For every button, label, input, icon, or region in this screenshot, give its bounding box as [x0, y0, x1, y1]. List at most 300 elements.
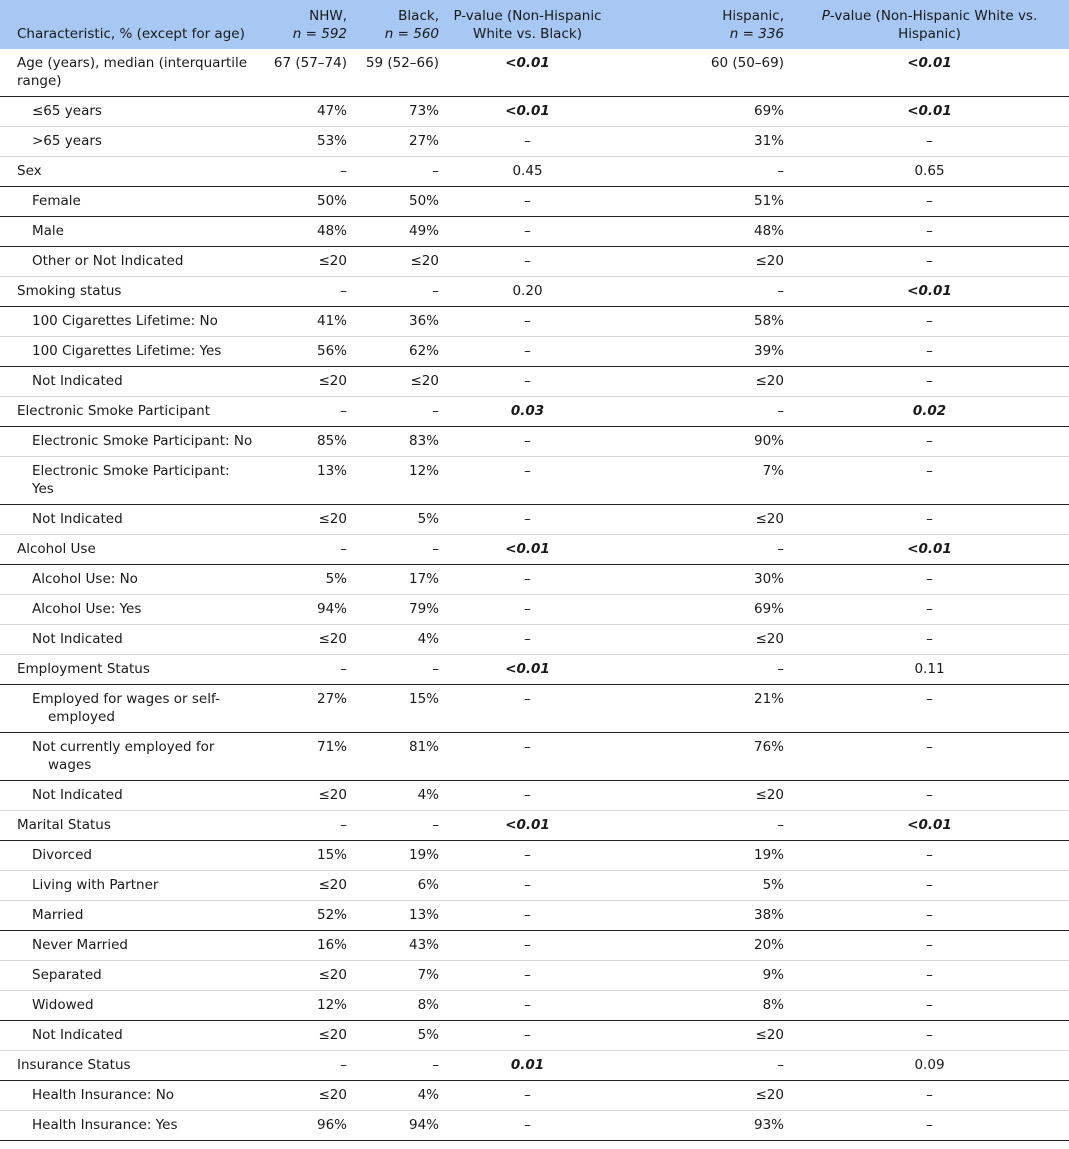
cell-nhw	[260, 457, 353, 505]
cell-black	[353, 187, 445, 217]
cell-characteristic	[0, 1081, 260, 1111]
cell-characteristic	[0, 901, 260, 931]
header-hispanic	[610, 0, 790, 49]
cell-black	[353, 127, 445, 157]
table-row	[0, 655, 1069, 685]
cell-hispanic-text: –	[777, 661, 784, 677]
cell-black-text: 27%	[408, 133, 439, 149]
cell-characteristic	[0, 217, 260, 247]
cell-hispanic	[610, 427, 790, 457]
cell-nhw	[260, 1111, 353, 1141]
cell-hispanic	[610, 781, 790, 811]
cell-characteristic-text: Health Insurance: Yes	[32, 1117, 178, 1133]
cell-hispanic-text: 7%	[762, 463, 784, 479]
cell-nhw	[260, 841, 353, 871]
cell-nhw	[260, 1021, 353, 1051]
header-black-label: Black,	[398, 8, 439, 24]
cell-black	[353, 157, 445, 187]
cell-hispanic	[610, 811, 790, 841]
cell-p-black	[445, 1111, 610, 1141]
cell-p-hispanic-text: –	[926, 1087, 933, 1103]
cell-nhw	[260, 991, 353, 1021]
cell-black	[353, 427, 445, 457]
cell-characteristic-text: Insurance Status	[17, 1057, 131, 1073]
cell-p-black-text: –	[524, 877, 531, 893]
cell-characteristic-text: Not Indicated	[32, 787, 123, 803]
cell-p-hispanic	[790, 397, 1069, 427]
cell-p-black	[445, 871, 610, 901]
cell-p-black-text: –	[524, 847, 531, 863]
cell-hispanic-text: 31%	[753, 133, 784, 149]
cell-nhw	[260, 961, 353, 991]
cell-characteristic	[0, 505, 260, 535]
cell-hispanic-text: 48%	[753, 223, 784, 239]
cell-p-hispanic-text: –	[926, 133, 933, 149]
cell-p-black	[445, 901, 610, 931]
cell-characteristic	[0, 655, 260, 685]
cell-hispanic-text: 69%	[753, 601, 784, 617]
table-row	[0, 337, 1069, 367]
cell-characteristic	[0, 427, 260, 457]
cell-black-text: 12%	[408, 463, 439, 479]
cell-hispanic	[610, 871, 790, 901]
cell-black	[353, 781, 445, 811]
cell-black-text: 19%	[408, 847, 439, 863]
cell-p-hispanic-text: <0.01	[907, 283, 952, 299]
cell-nhw-text: 5%	[325, 571, 347, 587]
table-row	[0, 457, 1069, 505]
cell-p-black-text: 0.45	[512, 163, 543, 179]
cell-black-text: 94%	[408, 1117, 439, 1133]
cell-p-hispanic-text: 0.11	[914, 661, 945, 677]
cell-hispanic	[610, 535, 790, 565]
table-row	[0, 811, 1069, 841]
cell-black-text: –	[432, 817, 439, 833]
cell-p-hispanic	[790, 811, 1069, 841]
cell-nhw-text: 85%	[316, 433, 347, 449]
cell-nhw-text: 94%	[316, 601, 347, 617]
cell-nhw	[260, 127, 353, 157]
cell-black	[353, 397, 445, 427]
cell-p-hispanic-text: –	[926, 463, 933, 479]
cell-p-hispanic-text: –	[926, 1117, 933, 1133]
cell-nhw	[260, 247, 353, 277]
cell-black	[353, 841, 445, 871]
cell-black	[353, 625, 445, 655]
cell-p-black-text: <0.01	[505, 541, 550, 557]
cell-nhw-text: 67 (57–74)	[273, 55, 347, 71]
cell-nhw-text: –	[340, 541, 347, 557]
cell-hispanic-text: 69%	[753, 103, 784, 119]
cell-p-hispanic-text: 0.02	[912, 403, 947, 419]
cell-nhw	[260, 217, 353, 247]
cell-p-hispanic	[790, 535, 1069, 565]
cell-hispanic-text: 38%	[753, 907, 784, 923]
cell-black-text: 5%	[417, 511, 439, 527]
cell-p-hispanic-text: 0.65	[914, 163, 945, 179]
cell-characteristic	[0, 127, 260, 157]
cell-p-hispanic-text: –	[926, 967, 933, 983]
cell-nhw-text: 52%	[316, 907, 347, 923]
cell-nhw-text: –	[340, 817, 347, 833]
cell-p-black	[445, 1051, 610, 1081]
table-row	[0, 685, 1069, 733]
table-row	[0, 1021, 1069, 1051]
cell-black-text: ≤20	[410, 373, 439, 389]
cell-p-black-text: <0.01	[505, 661, 550, 677]
cell-characteristic	[0, 625, 260, 655]
table-row	[0, 157, 1069, 187]
cell-hispanic	[610, 127, 790, 157]
cell-nhw-text: ≤20	[318, 787, 347, 803]
cell-hispanic-text: –	[777, 283, 784, 299]
table-row	[0, 49, 1069, 97]
cell-p-hispanic-text: –	[926, 997, 933, 1013]
cell-p-hispanic	[790, 931, 1069, 961]
cell-characteristic-text: Female	[32, 193, 81, 209]
cell-characteristic	[0, 811, 260, 841]
cell-black-text: 6%	[417, 877, 439, 893]
header-nhw-n: n = 592	[292, 26, 347, 42]
header-p-black: P-value (Non-Hispanic White vs. Black)	[453, 8, 602, 42]
cell-black-text: 50%	[408, 193, 439, 209]
cell-characteristic-text: Living with Partner	[32, 877, 159, 893]
cell-characteristic-text: Widowed	[32, 997, 94, 1013]
cell-characteristic-text: Male	[32, 223, 64, 239]
cell-p-hispanic	[790, 781, 1069, 811]
header-p-hispanic-italic: P	[821, 8, 830, 24]
cell-p-black-text: –	[524, 601, 531, 617]
cell-black-text: 15%	[408, 691, 439, 707]
cell-p-hispanic	[790, 457, 1069, 505]
cell-p-hispanic-text: –	[926, 253, 933, 269]
cell-p-hispanic-text: –	[926, 433, 933, 449]
cell-p-hispanic-text: <0.01	[907, 817, 952, 833]
cell-p-hispanic	[790, 157, 1069, 187]
cell-nhw	[260, 655, 353, 685]
cell-p-black	[445, 655, 610, 685]
cell-characteristic	[0, 307, 260, 337]
table-row	[0, 1111, 1069, 1141]
cell-black	[353, 901, 445, 931]
table-row	[0, 505, 1069, 535]
header-p-hispanic-rest: -value (Non-Hispanic White vs. Hispanic)	[829, 8, 1038, 42]
cell-characteristic	[0, 277, 260, 307]
cell-black	[353, 1021, 445, 1051]
cell-characteristic-text: Not currently employed for wages	[32, 739, 215, 773]
cell-hispanic	[610, 841, 790, 871]
cell-hispanic	[610, 733, 790, 781]
cell-characteristic	[0, 97, 260, 127]
cell-hispanic-text: 51%	[753, 193, 784, 209]
cell-hispanic	[610, 931, 790, 961]
cell-black-text: –	[432, 163, 439, 179]
cell-hispanic	[610, 1021, 790, 1051]
cell-black	[353, 685, 445, 733]
cell-p-black-text: –	[524, 433, 531, 449]
cell-characteristic-text: 100 Cigarettes Lifetime: Yes	[32, 343, 222, 359]
cell-black	[353, 811, 445, 841]
cell-characteristic	[0, 535, 260, 565]
cell-p-black	[445, 595, 610, 625]
cell-nhw	[260, 1051, 353, 1081]
cell-nhw-text: 96%	[316, 1117, 347, 1133]
cell-nhw-text: –	[340, 163, 347, 179]
cell-characteristic-text: Alcohol Use: Yes	[32, 601, 142, 617]
cell-nhw	[260, 49, 353, 97]
cell-characteristic	[0, 991, 260, 1021]
cell-p-black	[445, 811, 610, 841]
cell-p-black	[445, 397, 610, 427]
cell-p-hispanic-text: –	[926, 877, 933, 893]
cell-p-black	[445, 535, 610, 565]
cell-p-hispanic	[790, 277, 1069, 307]
cell-p-hispanic-text: –	[926, 223, 933, 239]
cell-characteristic-text: ≤65 years	[32, 103, 102, 119]
cell-nhw	[260, 157, 353, 187]
cell-p-hispanic	[790, 655, 1069, 685]
cell-characteristic-text: Employed for wages or self-employed	[32, 691, 220, 725]
cell-p-black	[445, 187, 610, 217]
table-row	[0, 595, 1069, 625]
cell-hispanic-text: –	[777, 403, 784, 419]
cell-black	[353, 337, 445, 367]
cell-hispanic-text: –	[777, 1057, 784, 1073]
cell-p-hispanic-text: –	[926, 193, 933, 209]
cell-black	[353, 1111, 445, 1141]
cell-hispanic	[610, 1081, 790, 1111]
cell-p-hispanic-text: –	[926, 601, 933, 617]
cell-nhw-text: 50%	[316, 193, 347, 209]
table-row	[0, 733, 1069, 781]
header-characteristic: Characteristic, % (except for age)	[17, 26, 245, 42]
cell-p-hispanic-text: –	[926, 937, 933, 953]
header-hispanic-n: n = 336	[729, 26, 784, 42]
cell-black	[353, 991, 445, 1021]
cell-characteristic	[0, 733, 260, 781]
cell-p-black-text: –	[524, 133, 531, 149]
cell-hispanic-text: 30%	[753, 571, 784, 587]
cell-characteristic	[0, 961, 260, 991]
cell-hispanic	[610, 505, 790, 535]
header-nhw-label: NHW,	[309, 8, 347, 24]
cell-nhw-text: 71%	[316, 739, 347, 755]
cell-p-black	[445, 685, 610, 733]
cell-hispanic	[610, 1111, 790, 1141]
table-row	[0, 565, 1069, 595]
cell-hispanic	[610, 655, 790, 685]
cell-characteristic-text: Marital Status	[17, 817, 111, 833]
cell-characteristic	[0, 397, 260, 427]
cell-characteristic-text: >65 years	[32, 133, 102, 149]
cell-hispanic	[610, 1051, 790, 1081]
cell-hispanic	[610, 367, 790, 397]
cell-p-black-text: –	[524, 1087, 531, 1103]
cell-p-hispanic-text: –	[926, 373, 933, 389]
cell-nhw-text: –	[340, 403, 347, 419]
cell-nhw	[260, 733, 353, 781]
cell-characteristic-text: Not Indicated	[32, 631, 123, 647]
cell-nhw-text: –	[340, 283, 347, 299]
cell-hispanic	[610, 901, 790, 931]
cell-p-black	[445, 307, 610, 337]
table-row	[0, 97, 1069, 127]
cell-black	[353, 931, 445, 961]
cell-hispanic-text: 58%	[753, 313, 784, 329]
cell-p-black-text: –	[524, 907, 531, 923]
cell-p-hispanic	[790, 1021, 1069, 1051]
cell-nhw-text: ≤20	[318, 253, 347, 269]
cell-p-black	[445, 337, 610, 367]
cell-hispanic	[610, 397, 790, 427]
cell-black	[353, 367, 445, 397]
cell-nhw-text: ≤20	[318, 631, 347, 647]
cell-hispanic-text: ≤20	[755, 253, 784, 269]
cell-characteristic	[0, 781, 260, 811]
cell-hispanic-text: 19%	[753, 847, 784, 863]
cell-hispanic-text: 39%	[753, 343, 784, 359]
cell-p-black-text: –	[524, 1117, 531, 1133]
cell-p-black	[445, 1081, 610, 1111]
cell-p-black	[445, 247, 610, 277]
cell-characteristic	[0, 841, 260, 871]
cell-characteristic	[0, 157, 260, 187]
cell-black	[353, 457, 445, 505]
cell-p-black	[445, 367, 610, 397]
cell-p-hispanic	[790, 127, 1069, 157]
cell-nhw	[260, 505, 353, 535]
cell-characteristic-text: Not Indicated	[32, 1027, 123, 1043]
cell-characteristic	[0, 1051, 260, 1081]
cell-characteristic	[0, 685, 260, 733]
table-row	[0, 127, 1069, 157]
cell-p-black-text: –	[524, 253, 531, 269]
cell-hispanic	[610, 565, 790, 595]
cell-nhw-text: 56%	[316, 343, 347, 359]
cell-p-black-text: –	[524, 691, 531, 707]
cell-black-text: 5%	[417, 1027, 439, 1043]
cell-nhw-text: 15%	[316, 847, 347, 863]
cell-characteristic-text: Sex	[17, 163, 42, 179]
cell-black-text: –	[432, 283, 439, 299]
cell-p-black	[445, 157, 610, 187]
cell-hispanic-text: –	[777, 163, 784, 179]
cell-p-black-text: <0.01	[505, 103, 550, 119]
cell-p-black-text: <0.01	[505, 55, 550, 71]
cell-p-hispanic-text: –	[926, 343, 933, 359]
table-row	[0, 961, 1069, 991]
table-row	[0, 625, 1069, 655]
cell-nhw-text: ≤20	[318, 967, 347, 983]
cell-p-hispanic	[790, 505, 1069, 535]
cell-hispanic	[610, 337, 790, 367]
cell-characteristic-text: Not Indicated	[32, 511, 123, 527]
cell-p-black-text: –	[524, 739, 531, 755]
cell-hispanic	[610, 187, 790, 217]
cell-nhw	[260, 307, 353, 337]
table-row	[0, 397, 1069, 427]
cell-black	[353, 871, 445, 901]
cell-black-text: 13%	[408, 907, 439, 923]
cell-characteristic-text: Never Married	[32, 937, 128, 953]
cell-characteristic-text: Electronic Smoke Participant: Yes	[32, 463, 230, 497]
cell-characteristic	[0, 1021, 260, 1051]
table-row	[0, 217, 1069, 247]
cell-characteristic-text: Not Indicated	[32, 373, 123, 389]
cell-p-hispanic	[790, 565, 1069, 595]
cell-hispanic	[610, 595, 790, 625]
cell-nhw	[260, 1081, 353, 1111]
cell-black-text: 4%	[417, 631, 439, 647]
cell-characteristic	[0, 595, 260, 625]
cell-nhw-text: 12%	[316, 997, 347, 1013]
cell-black-text: 83%	[408, 433, 439, 449]
cell-hispanic-text: ≤20	[755, 631, 784, 647]
cell-p-hispanic	[790, 367, 1069, 397]
table-row	[0, 1051, 1069, 1081]
cell-nhw	[260, 187, 353, 217]
cell-p-black	[445, 625, 610, 655]
cell-black	[353, 1081, 445, 1111]
table-row	[0, 187, 1069, 217]
cell-black	[353, 565, 445, 595]
cell-black	[353, 1051, 445, 1081]
table-row	[0, 841, 1069, 871]
header-black-n: n = 560	[384, 26, 439, 42]
cell-p-hispanic	[790, 841, 1069, 871]
cell-p-black-text: –	[524, 787, 531, 803]
table-row	[0, 307, 1069, 337]
cell-hispanic-text: 5%	[762, 877, 784, 893]
cell-p-hispanic	[790, 1081, 1069, 1111]
cell-hispanic	[610, 157, 790, 187]
cell-characteristic-text: Employment Status	[17, 661, 150, 677]
cell-characteristic	[0, 871, 260, 901]
cell-nhw-text: 48%	[316, 223, 347, 239]
cell-nhw-text: ≤20	[318, 1027, 347, 1043]
cell-characteristic-text: Electronic Smoke Participant	[17, 403, 211, 419]
header-nhw	[260, 0, 353, 49]
cell-p-hispanic-text: 0.09	[914, 1057, 945, 1073]
cell-nhw	[260, 811, 353, 841]
cell-black-text: 49%	[408, 223, 439, 239]
cell-hispanic-text: 8%	[762, 997, 784, 1013]
cell-p-hispanic-text: –	[926, 313, 933, 329]
cell-characteristic-text: Smoking status	[17, 283, 122, 299]
cell-p-black-text: 0.20	[512, 283, 543, 299]
cell-p-black	[445, 991, 610, 1021]
cell-characteristic-text: Health Insurance: No	[32, 1087, 175, 1103]
cell-hispanic-text: 93%	[753, 1117, 784, 1133]
cell-hispanic-text: 21%	[753, 691, 784, 707]
table-row	[0, 535, 1069, 565]
cell-p-black	[445, 961, 610, 991]
table-row	[0, 247, 1069, 277]
cell-p-black-text: –	[524, 343, 531, 359]
cell-nhw	[260, 901, 353, 931]
cell-nhw-text: ≤20	[318, 1087, 347, 1103]
cell-black-text: 81%	[408, 739, 439, 755]
table-row	[0, 871, 1069, 901]
cell-nhw	[260, 277, 353, 307]
cell-p-hispanic	[790, 595, 1069, 625]
cell-p-hispanic	[790, 1111, 1069, 1141]
cell-black-text: –	[432, 1057, 439, 1073]
cell-hispanic	[610, 49, 790, 97]
cell-characteristic	[0, 1111, 260, 1141]
cell-p-black	[445, 49, 610, 97]
cell-p-black-text: –	[524, 463, 531, 479]
